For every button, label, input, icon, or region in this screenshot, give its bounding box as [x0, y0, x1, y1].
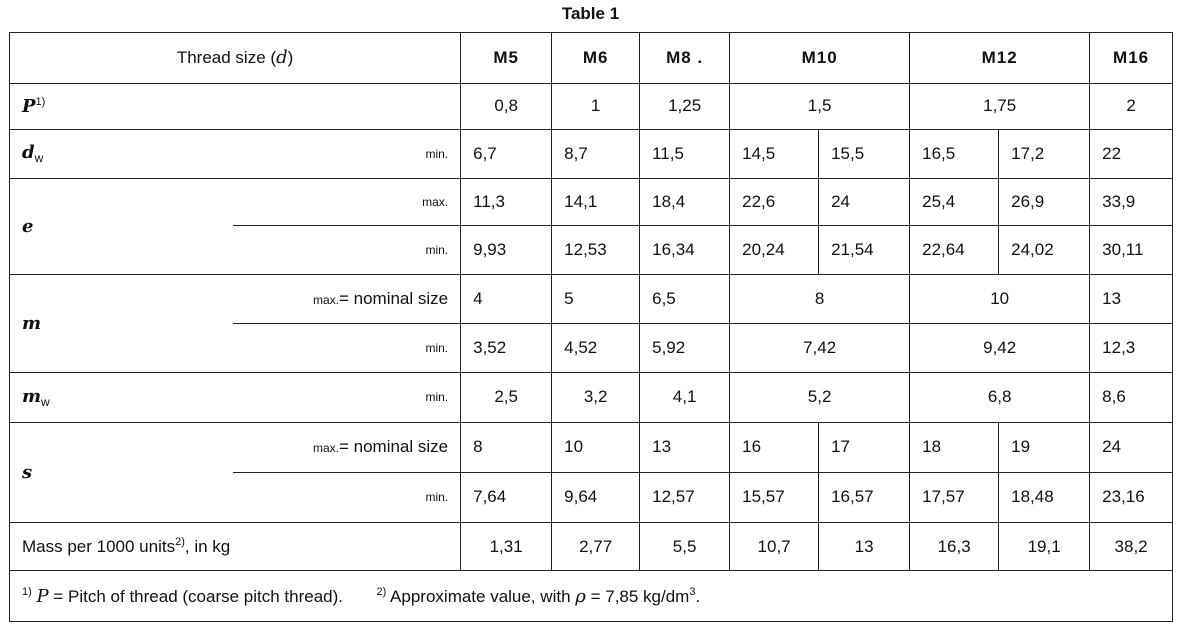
table-cell: 24 [819, 178, 910, 226]
table-cell: 13 [819, 522, 910, 571]
dw-qualifier-cell [233, 130, 461, 179]
dw-qualifier: min. [425, 146, 449, 161]
m-max-prefix: max. [312, 293, 339, 308]
table-cell: 3,52 [461, 324, 552, 373]
table-cell: 9,42 [910, 324, 1090, 373]
table-cell: 24 [1090, 422, 1173, 473]
table-cell: 19 [999, 422, 1090, 473]
table-cell: 9,93 [461, 226, 552, 275]
table-cell: 14,1 [552, 178, 640, 226]
table-cell: 6,5 [640, 274, 730, 324]
table-cell: 0,8 [461, 83, 552, 130]
table-cell: 22 [1090, 130, 1173, 179]
mass-label-text: Mass per 1000 units [22, 537, 176, 557]
footnote-1-symbol: P [36, 585, 49, 607]
table-cell: 25,4 [910, 178, 999, 226]
mw-label [10, 372, 233, 422]
footnotes [10, 571, 1173, 622]
table-cell: 1,31 [461, 522, 552, 571]
s-label [10, 422, 233, 522]
pitch-footnote-mark: 1) [35, 95, 46, 108]
size-m6: M6 [552, 33, 640, 84]
mass-unit: , in kg [184, 537, 231, 557]
dw-symbol: d [22, 142, 35, 164]
table-cell: 11,3 [461, 178, 552, 226]
pitch-symbol: P [22, 95, 36, 117]
table-cell: 5,92 [640, 324, 730, 373]
table-cell: 8,6 [1090, 372, 1173, 422]
table-cell: 16 [730, 422, 819, 473]
table-cell: 6,7 [461, 130, 552, 179]
table-cell: 5,2 [730, 372, 910, 422]
s-max-qualifier-cell [233, 422, 461, 473]
s-max-qualifier [313, 437, 448, 457]
table-cell: 10,7 [730, 522, 819, 571]
footnote-row [10, 571, 1173, 622]
table-cell: 18,4 [640, 178, 730, 226]
footnote-2-exponent: 3 [689, 585, 696, 598]
mw-qualifier: min. [425, 390, 449, 405]
s-max-prefix: max. [312, 441, 339, 456]
m-symbol: m [22, 312, 42, 334]
table-cell: 17,57 [910, 473, 999, 523]
table-cell: 2,5 [461, 372, 552, 422]
dw-row [10, 130, 1173, 179]
size-m5: M5 [461, 33, 552, 84]
dw-subscript: w [34, 151, 44, 166]
table-caption: Table 1 [561, 4, 620, 23]
table-cell: 38,2 [1090, 522, 1173, 571]
mass-row [10, 522, 1173, 571]
dw-label [10, 130, 233, 179]
mw-row [10, 372, 1173, 422]
e-max-row [10, 178, 1173, 226]
mass-footnote-mark: 2) [175, 536, 185, 549]
table-cell: 23,16 [1090, 473, 1173, 523]
table-cell: 8 [730, 274, 910, 324]
table-cell: 22,64 [910, 226, 999, 275]
table-cell: 1,75 [910, 83, 1090, 130]
table-cell: 18 [910, 422, 999, 473]
table-cell: 1,25 [640, 83, 730, 130]
table-cell: 1 [552, 83, 640, 130]
e-max-qualifier-cell [233, 178, 461, 226]
s-max-row [10, 422, 1173, 473]
table-cell: 4 [461, 274, 552, 324]
table-cell: 12,53 [552, 226, 640, 275]
mass-label [10, 522, 461, 571]
size-m10: M10 [730, 33, 910, 84]
table-cell: 7,42 [730, 324, 910, 373]
mw-subscript: w [41, 394, 50, 409]
table-cell: 5 [552, 274, 640, 324]
table-cell: 14,5 [730, 130, 819, 179]
table-cell: 33,9 [1090, 178, 1173, 226]
e-label [10, 178, 233, 274]
m-min-qualifier-cell [233, 324, 461, 373]
table-cell: 17 [819, 422, 910, 473]
table-cell: 10 [552, 422, 640, 473]
table-cell: 4,1 [640, 372, 730, 422]
table-cell: 8,7 [552, 130, 640, 179]
m-max-row [10, 274, 1173, 324]
table-cell: 10 [910, 274, 1090, 324]
footnote-1-mark: 1) [22, 585, 32, 598]
table-cell: 26,9 [999, 178, 1090, 226]
table-cell: 30,11 [1090, 226, 1173, 275]
table-cell: 16,3 [910, 522, 999, 571]
table-cell: 2 [1090, 83, 1173, 130]
footnote-2-text-after: = 7,85 kg/dm [590, 586, 690, 606]
table-cell: 20,24 [730, 226, 819, 275]
e-max-qualifier: max. [422, 194, 449, 209]
table-cell: 8 [461, 422, 552, 473]
mw-symbol: m [22, 385, 42, 407]
mw-qualifier-cell [233, 372, 461, 422]
pitch-label [10, 83, 461, 130]
thread-size-var: d [276, 47, 288, 69]
footnote-2-text-before: Approximate value, with [390, 586, 571, 606]
table-cell: 12,57 [640, 473, 730, 523]
s-max-suffix: = nominal size [338, 437, 449, 457]
e-min-qualifier: min. [425, 243, 449, 257]
size-m8: M8 . [640, 33, 730, 84]
table-cell: 2,77 [552, 522, 640, 571]
m-max-qualifier-cell [233, 274, 461, 324]
footnote-2-mark: 2) [376, 585, 387, 598]
s-min-qualifier: min. [425, 490, 449, 505]
s-min-qualifier-cell [233, 473, 461, 523]
m-max-qualifier [313, 289, 448, 309]
e-symbol: e [22, 215, 34, 237]
table-cell: 13 [640, 422, 730, 473]
table-cell: 3,2 [552, 372, 640, 422]
table-cell: 16,57 [819, 473, 910, 523]
table-cell: 12,3 [1090, 324, 1173, 373]
table-cell: 11,5 [640, 130, 730, 179]
footnote-1-text: = Pitch of thread (coarse pitch thread). [53, 586, 343, 606]
size-m12: M12 [910, 33, 1090, 84]
table-cell: 15,57 [730, 473, 819, 523]
e-min-qualifier-cell [233, 226, 461, 275]
table-cell: 7,64 [461, 473, 552, 523]
size-m16: M16 [1090, 33, 1173, 84]
footnote-2-end: . [695, 586, 701, 606]
dimensions-table [9, 32, 1173, 622]
table-cell: 22,6 [730, 178, 819, 226]
table-cell: 16,5 [910, 130, 999, 179]
table-cell: 13 [1090, 274, 1173, 324]
pitch-row [10, 83, 1173, 130]
table-cell: 15,5 [819, 130, 910, 179]
thread-size-header: Thread size (d) [10, 33, 461, 84]
table-cell: 24,02 [999, 226, 1090, 275]
table-cell: 19,1 [999, 522, 1090, 571]
table-cell: 16,34 [640, 226, 730, 275]
m-max-suffix: = nominal size [338, 289, 449, 309]
table-cell: 17,2 [999, 130, 1090, 179]
table-cell: 1,5 [730, 83, 910, 130]
table-cell: 18,48 [999, 473, 1090, 523]
header-row [10, 33, 1173, 84]
table-cell: 9,64 [552, 473, 640, 523]
m-label [10, 274, 233, 372]
thread-size-label: Thread size [176, 48, 266, 68]
footnote-2-symbol: ρ [575, 585, 586, 607]
m-min-qualifier: min. [425, 341, 449, 356]
table-cell: 21,54 [819, 226, 910, 275]
table-cell: 5,5 [640, 522, 730, 571]
s-symbol: s [22, 461, 33, 483]
table-cell: 6,8 [910, 372, 1090, 422]
table-cell: 4,52 [552, 324, 640, 373]
